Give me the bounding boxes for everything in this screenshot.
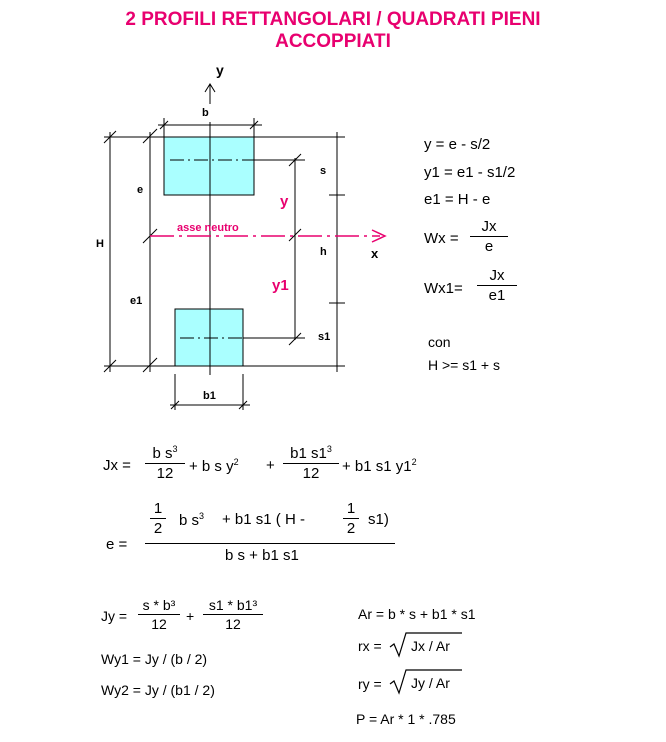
label-h: h (320, 246, 327, 258)
label-s: s (320, 165, 327, 177)
jx-term4: + b1 s1 $y1^2$ (342, 457, 417, 475)
condition-con: con (428, 334, 451, 350)
label-b: b (202, 107, 209, 119)
title-line-1: 2 PROFILI RETTANGOLARI / QUADRATI PIENI (125, 9, 541, 30)
jx-term1-fraction: b $s^3$ 12 (145, 444, 185, 482)
label-y-axis: y (216, 62, 224, 78)
formula-wy2: Wy2 = Jy / (b1 / 2) (101, 682, 215, 698)
formula-wx-lhs: Wx = (424, 230, 459, 247)
label-x-axis: x (371, 246, 379, 261)
label-neutral-axis: asse neutro (177, 222, 239, 234)
label-b1: b1 (203, 390, 216, 402)
formula-y1: y1 = e1 - s1/2 (424, 164, 516, 181)
formula-p: P = Ar * 1 * .785 (356, 711, 456, 727)
e-numerator-part2: + b1 s1 ( H - (222, 511, 305, 528)
e-numerator-part3: s1) (368, 511, 389, 528)
e-denominator: b s + b1 s1 (225, 547, 299, 564)
top-rectangle (164, 137, 254, 195)
jx-plus: + (266, 457, 275, 474)
jx-term2: + b s $y^2$ (189, 457, 239, 475)
label-y1-distance: y1 (272, 277, 289, 294)
jx-term3-fraction: b1 $s1^3$ 12 (283, 444, 339, 482)
e-numerator-part1: b $s^3$ (179, 511, 205, 529)
formula-wx1-fraction: Jx e1 (477, 267, 517, 304)
jy-term2-fraction: s1 * b1³ 12 (203, 597, 263, 632)
jx-lhs: Jx = (103, 457, 131, 474)
formula-y: y = e - s/2 (424, 136, 491, 153)
formula-ar: Ar = b * s + b1 * s1 (358, 606, 476, 622)
title-line-2: ACCOPPIATI (275, 31, 391, 52)
formula-e1: e1 = H - e (424, 191, 491, 208)
formula-wx1-lhs: Wx1= (424, 280, 463, 297)
formula-rx-lhs: rx = (358, 638, 382, 654)
label-e1: e1 (130, 295, 143, 307)
formula-ry-radicand: Jy / Ar (411, 675, 450, 691)
condition-H: H >= s1 + s (428, 357, 500, 373)
formula-ry-lhs: ry = (358, 676, 382, 692)
e-lhs: e = (106, 536, 128, 553)
label-y-distance: y (280, 193, 289, 210)
jy-term1-fraction: s * b³ 12 (138, 597, 180, 632)
label-H: H (96, 238, 104, 250)
formula-rx-radicand: Jx / Ar (411, 638, 450, 654)
label-e: e (137, 184, 144, 196)
label-s1: s1 (318, 331, 331, 343)
e-fraction-bar (145, 543, 395, 544)
jy-plus: + (186, 608, 195, 624)
formula-wx-fraction: Jx e (470, 218, 508, 255)
formula-wy1: Wy1 = Jy / (b / 2) (101, 651, 208, 667)
jy-lhs: Jy = (101, 608, 128, 624)
e-half2-fraction: 1 2 (343, 500, 359, 537)
e-half-fraction: 1 2 (150, 500, 166, 537)
